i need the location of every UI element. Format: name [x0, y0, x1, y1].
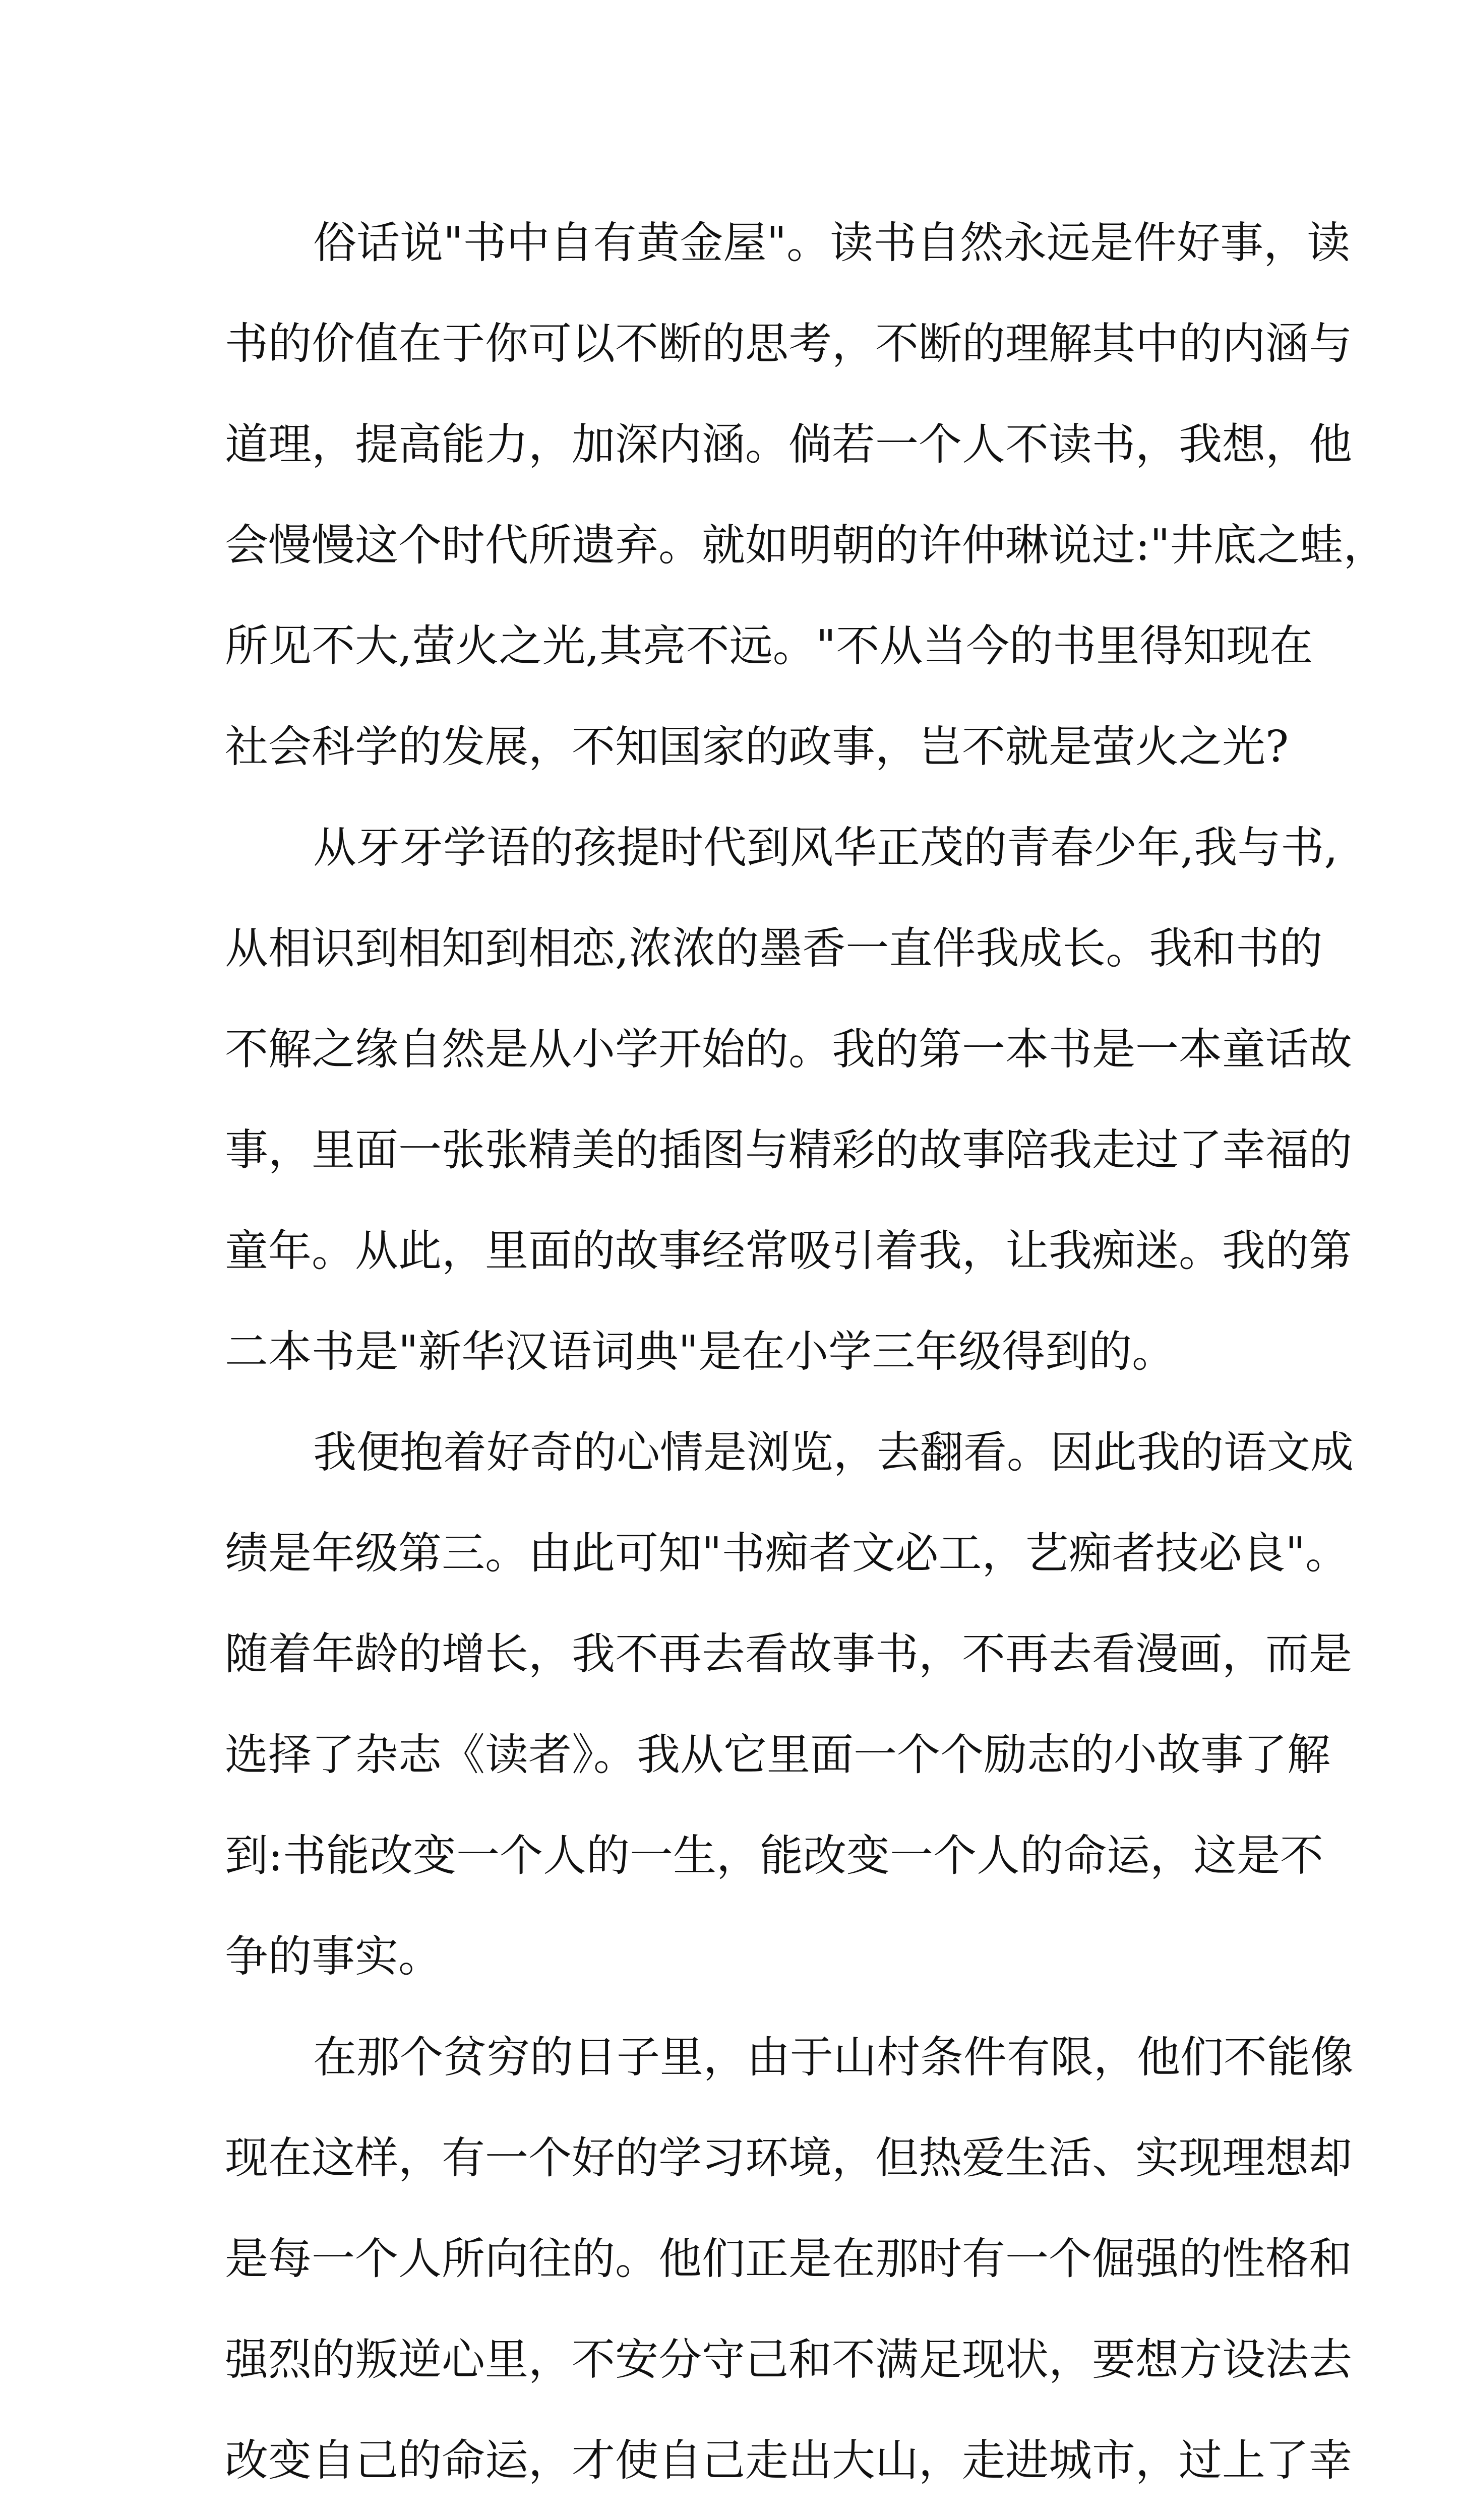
text-line: 所见不大,萤火之光,其亮不远。"不从当今的书里得知现在 [225, 621, 1313, 671]
text-line: 随着年龄的增长，我不再去看故事书，不再去看漫画，而是 [225, 1629, 1352, 1679]
text-line: 我便抱着好奇的心情是浏览，去翻看。因此我的语文成 [313, 1427, 1354, 1478]
document-body [225, 193, 1387, 2520]
text-line: 改变自己的命运，才使自己走出大山，走进城市，过上了幸 [225, 2435, 1352, 2486]
text-line: 绩是年级第三。由此可知"书痴者文必工，艺痴者技必良"。 [225, 1528, 1349, 1579]
text-line: 到:书能改变一个人的一生，能改变一个人的命运，这是不 [225, 1831, 1323, 1881]
text-line: 不解之缘自然是从小学开始的。我的第一本书是一本童话故 [225, 1024, 1352, 1075]
text-line: 俗话说"书中自有黄金屋"。读书自然永远是件好事，读 [313, 218, 1351, 268]
paragraph-4 [225, 2007, 1354, 2520]
text-line: 从相识到相知到相恋,浓浓的墨香一直伴我成长。我和书的 [225, 923, 1323, 974]
text-line: 二本书是"新华汉语词典"是在小学三年级得到的。 [225, 1327, 1176, 1377]
text-line: 书的价值在于你可以不断的思考，不断的理解其中的内涵与 [225, 319, 1352, 369]
paragraph-1 [225, 193, 1387, 797]
text-line: 道理，提高能力，加深内涵。倘若一个人不读书，我想，他 [225, 419, 1352, 470]
text-line [225, 2511, 1233, 2520]
text-line: 事，里面一张张精美的插图与精彩的故事陪我走过了幸福的 [225, 1125, 1352, 1175]
text-line: 会慢慢这个时代所遗弃。就如明朝的许仲琳说过:"井底之蛙， [225, 520, 1387, 571]
text-line: 现在这样，有一个好的学习环境，但热爱生活、实现理想却 [225, 2133, 1352, 2183]
text-line: 童年。从此，里面的故事经常吸引着我，让我痴迷。我的第 [225, 1226, 1352, 1276]
paragraph-2 [225, 797, 1352, 1402]
text-line: 选择了杂志《读者》。我从它里面一个个励志的小故事了解 [225, 1730, 1330, 1780]
text-line: 是每一个人所向往的。他们正是在那时有一个倔强的性格和 [225, 2234, 1352, 2284]
paragraph-3 [225, 1402, 1354, 2007]
text-line: 强烈的叛逆心里，不安分守己和不满足现状，要想方设法去 [225, 2335, 1352, 2385]
text-line: 在那个贫穷的日子里，由于山村条件有限，他们不能像 [313, 2032, 1354, 2083]
text-line: 争的事实。 [225, 1931, 442, 1982]
text-line: 从牙牙学语的孩提时代到风华正茂的青春少年,我与书, [313, 823, 1338, 873]
text-line: 社会科学的发展，不知国家的政事，岂不就是萤火之光? [225, 722, 1289, 772]
